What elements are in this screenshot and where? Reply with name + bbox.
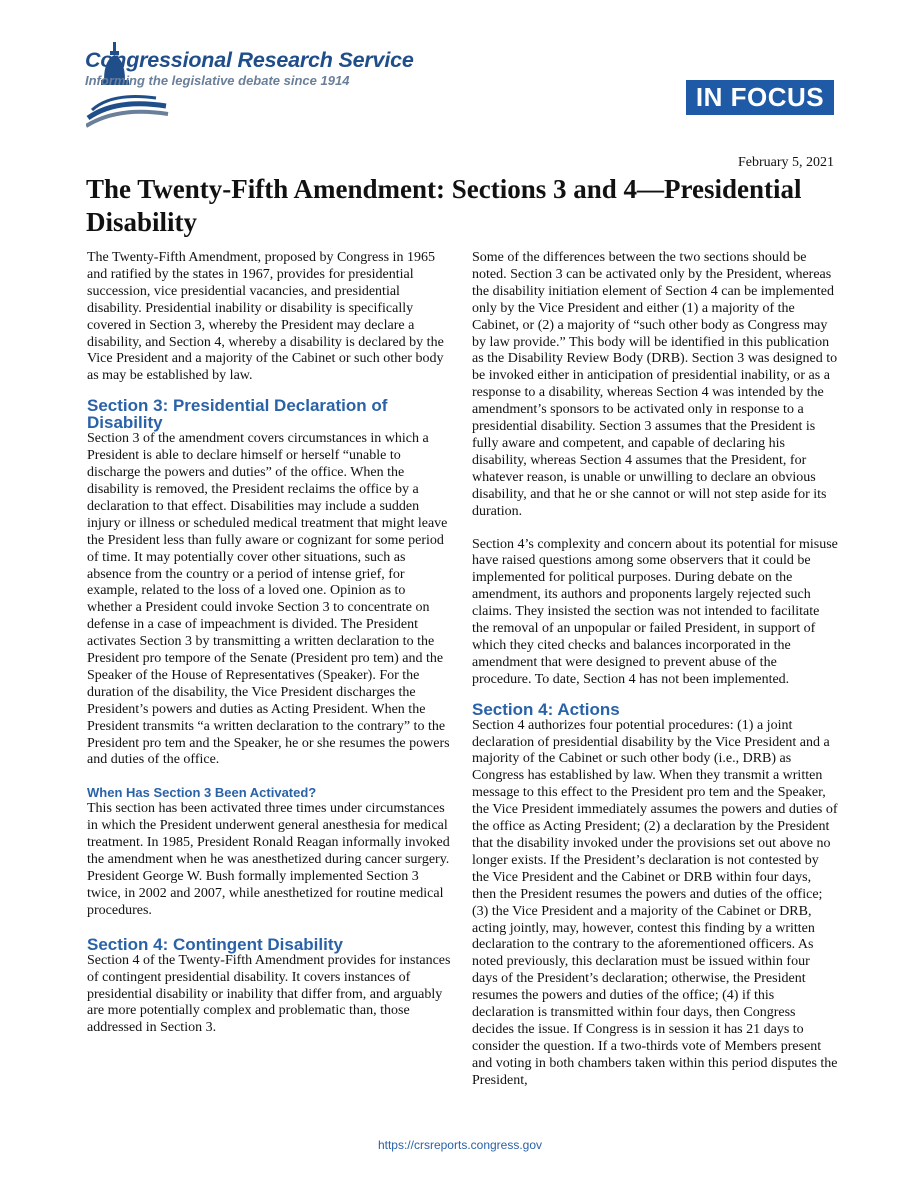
publication-date: February 5, 2021 [737, 155, 834, 170]
left-column [87, 250, 453, 1053]
page-title: The Twenty-Fifth Amendment: Sections 3 and 4—Presidential Disability [86, 174, 802, 237]
right-column [472, 250, 838, 1106]
org-tagline: Informing the legislative debate since 1914 [85, 73, 350, 88]
complexity-paragraph: Section 4’s complexity and concern about its potential for misuse have raised questions among some observers that it could be implemented for political purposes. During debate on the amendment, its authors and proponents largely rejected such claims. They insisted the section was not intended to facilitate the removal of an unpopular or failed President, in support of which they cited checks and balances incorporated in the amendment that were designed to prevent abuse of the procedure. To date, Section 4 has not been implemented. [472, 536, 838, 687]
activated-heading: When Has Section 3 Been Activated? [87, 785, 317, 801]
footer-url[interactable]: https://crsreports.congress.gov [377, 1138, 543, 1152]
actions-heading: Section 4: Actions [472, 699, 620, 719]
activated-body: This section has been activated three times under circumstances in which the President underwent general anesthesia for medical treatment. In 1985, President Ronald Reagan informally invoked the amendment when he was anesthetized during cancer surgery. President George W. Bush formally implemented Section 3 twice, in 2002 and 2007, while anesthetized for routine medical procedures. [87, 801, 450, 918]
section3-heading: Section 3: Presidential Declaration of Disability [87, 396, 388, 433]
org-name: Congressional Research Service [85, 48, 414, 72]
section4-body: Section 4 of the Twenty-Fifth Amendment provides for instances of contingent presidential disability. It covers instances of presidential disability or inability that differ from, and arguably are more potentially complex and problematic than, those addressed in Section 3. [87, 952, 451, 1036]
differences-paragraph: Some of the differences between the two sections should be noted. Section 3 can be activated only by the President, whereas the disability initiation element of Section 4 can be implemented only by the Vice President and either (1) a majority of the Cabinet, or (2) a majority of “such other body as Congress may by law provide.” This body will be identified in this publication as the Disability Review Body (DRB). Section 3 was designed to be invoked either in anticipation of presidential inability, or as a response to a disability, whereas Section 4 was intended by the amendment’s sponsors to be activated only in response to a presidential disability. Section 3 assumes that the President is fully aware and competent, and capable of declaring his disability, whereas Section 4 assumes that the President, for whatever reason, is unable or unwilling to declare an obvious disability, and that he or she cannot or will not step aside for its duration. [472, 250, 838, 519]
section4-heading: Section 4: Contingent Disability [87, 934, 343, 954]
intro-paragraph: The Twenty-Fifth Amendment, proposed by Congress in 1965 and ratified by the states in 1967, provides for presidential succession, vice presidential vacancies, and presidential disability. Presidential inability or disability is specifically covered in Section 3, whereby the President may declare a disability, and Section 4, whereby a disability is declared by the Vice President and a majority of the Cabinet or such other body as may be established by law. [87, 250, 444, 384]
actions-body: Section 4 authorizes four potential procedures: (1) a joint declaration of presidential disability by the Vice President and a majority of the Cabinet or such other body (i.e., DRB) as Congress has established by law. When they transmit a written message to this effect to the President pro tem and the Speaker, the Vice President immediately assumes the powers and duties of the office as Acting President; (2) a declaration by the President that the disability invoked under the provisions set out above no longer exists. If the President’s declaration is not contested by the Vice President and the Cabinet or DRB within four days, then the President resumes the powers and duties of the office; (3) the Vice President and a majority of the Cabinet or DRB, acting jointly, may, however, contest this finding by a written declaration to the contrary to the aforementioned officers. As noted previously, this declaration must be issued within four days of the President’s declaration; otherwise, the President resumes the powers and duties of the office; (4) if this declaration is transmitted within four days, then Congress decides the issue. If Congress is in session it has 21 days to consider the question. If a two-thirds vote of Members present and voting in both chambers taken within this period disputes the President, [472, 717, 838, 1088]
section3-body: Section 3 of the amendment covers circumstances in which a President is able to declare himself or herself “unable to discharge the powers and duties” of the office. When the disability is removed, the President reclaims the office by a declaration to that effect. Disabilities may include a sudden injury or illness or scheduled medical treatment that might leave the President less than fully aware or cognizant for some period of time. It may potentially cover other situations, such as absence from the country or a period of intense grief, for example, related to the loss of a loved one. Opinion as to whether a President could invoke Section 3 to concentrate on defense in a case of impeachment is divided. The President activates Section 3 by transmitting a written declaration to the President pro tempore of the Senate (President pro tem) and the Speaker of the House of Representatives (Speaker). For the duration of the disability, the Vice President discharges the President’s powers and duties as Acting President. When the President transmits “a written declaration to the contrary” to the President pro tem and the Speaker, he or she resumes the powers and duties of the office. [87, 431, 450, 768]
in-focus-badge: IN FOCUS [686, 80, 834, 115]
